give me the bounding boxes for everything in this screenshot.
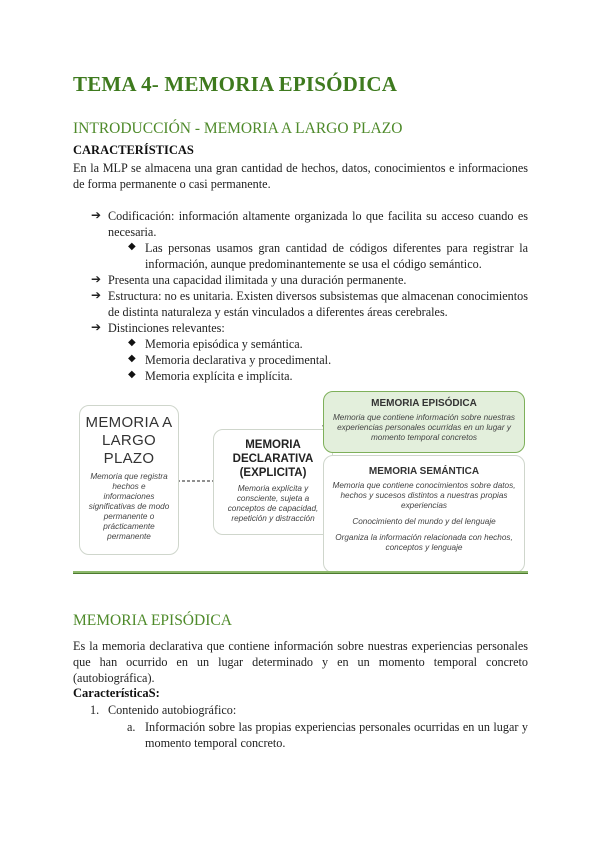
- episodic-box: [323, 391, 525, 453]
- sub-bullet-item: Memoria explícita e implícita.: [145, 369, 293, 383]
- lettered-item: Información sobre las propias experiencias personales ocurridas en un lugar y momento temporal concreto.: [145, 720, 528, 750]
- semantic-box-text: Organiza la información relacionada con hechos, conceptos y lenguaje: [335, 533, 513, 552]
- arrow-bullet-icon: ➔: [91, 288, 102, 302]
- sub-bullet-item: Las personas usamos gran cantidad de códigos diferentes para registrar la información, aunque predominantemente se usa el código semántico.: [145, 241, 528, 271]
- semantic-box: [323, 455, 525, 573]
- ltm-box-text: Memoria que registra hechos e informaciones significativas de modo permanente o prácticamente permanente: [88, 472, 170, 541]
- page-title: TEMA 4- MEMORIA EPISÓDICA: [73, 72, 398, 96]
- diamond-bullet-icon: ◆: [128, 337, 136, 348]
- declarative-box-text: Memoria explícita y consciente, sujeta a conceptos de capacidad, repetición y distracción: [227, 484, 319, 523]
- episodic-box-text: Memoria que contiene información sobre nuestras experiencias personales ocurridas en un lugar y momento temporal concretos: [332, 413, 516, 442]
- semantic-box-text: Conocimiento del mundo y del lenguaje: [352, 517, 496, 526]
- characteristics-heading: CARACTERÍSTICAS: [73, 143, 194, 157]
- numbered-marker: 1.: [90, 703, 100, 717]
- section2-heading: MEMORIA EPISÓDICA: [73, 612, 232, 629]
- bullet-item: Estructura: no es unitaria. Existen diversos subsistemas que almacenan conocimientos de distinta naturaleza y están vinculados a diferentes áreas cerebrales.: [108, 289, 528, 319]
- diamond-bullet-icon: ◆: [128, 353, 136, 364]
- bullet-item: Codificación: información altamente organizada lo que facilita su acceso cuando es necesaria.: [108, 209, 528, 239]
- semantic-box-title: MEMORIA SEMÁNTICA: [368, 466, 480, 477]
- declarative-box: [213, 429, 333, 535]
- ltm-box: [79, 405, 179, 555]
- arrow-bullet-icon: ➔: [91, 272, 102, 286]
- diamond-bullet-icon: ◆: [128, 369, 136, 380]
- episodic-box-title: MEMORIA EPISÓDICA: [371, 398, 477, 409]
- declarative-box-title: MEMORIA DECLARATIVA (EXPLICITA): [232, 439, 314, 479]
- numbered-item: Contenido autobiográfico:: [108, 703, 237, 717]
- semantic-box-text: Memoria que contiene conocimientos sobre datos, hechos y sucesos distintos a nuestras propias experiencias: [332, 481, 516, 510]
- diamond-bullet-icon: ◆: [128, 241, 136, 252]
- sub-bullet-item: Memoria declarativa y procedimental.: [145, 353, 332, 367]
- arrow-bullet-icon: ➔: [91, 208, 102, 222]
- intro-paragraph: En la MLP se almacena una gran cantidad de hechos, datos, conocimientos e informaciones de forma permanente o casi permanente.: [73, 161, 528, 191]
- diagram-divider: [73, 573, 528, 574]
- section2-paragraph: Es la memoria declarativa que contiene información sobre nuestras experiencias personales que han ocurrido en un lugar determinado y en un momento temporal concreto (autobiográfica).: [73, 639, 528, 685]
- arrow-bullet-icon: ➔: [91, 320, 102, 334]
- bullet-item: Presenta una capacidad ilimitada y una duración permanente.: [108, 273, 407, 287]
- sub-bullet-item: Memoria episódica y semántica.: [145, 337, 303, 351]
- bullet-item: Distinciones relevantes:: [108, 321, 225, 335]
- ltm-box-title: MEMORIA A LARGO PLAZO: [85, 414, 173, 467]
- memory-diagram: [73, 385, 528, 575]
- lettered-marker: a.: [127, 720, 136, 734]
- intro-heading: INTRODUCCIÓN - MEMORIA A LARGO PLAZO: [73, 120, 403, 137]
- section2-char-heading: CaracterísticaS:: [73, 686, 160, 700]
